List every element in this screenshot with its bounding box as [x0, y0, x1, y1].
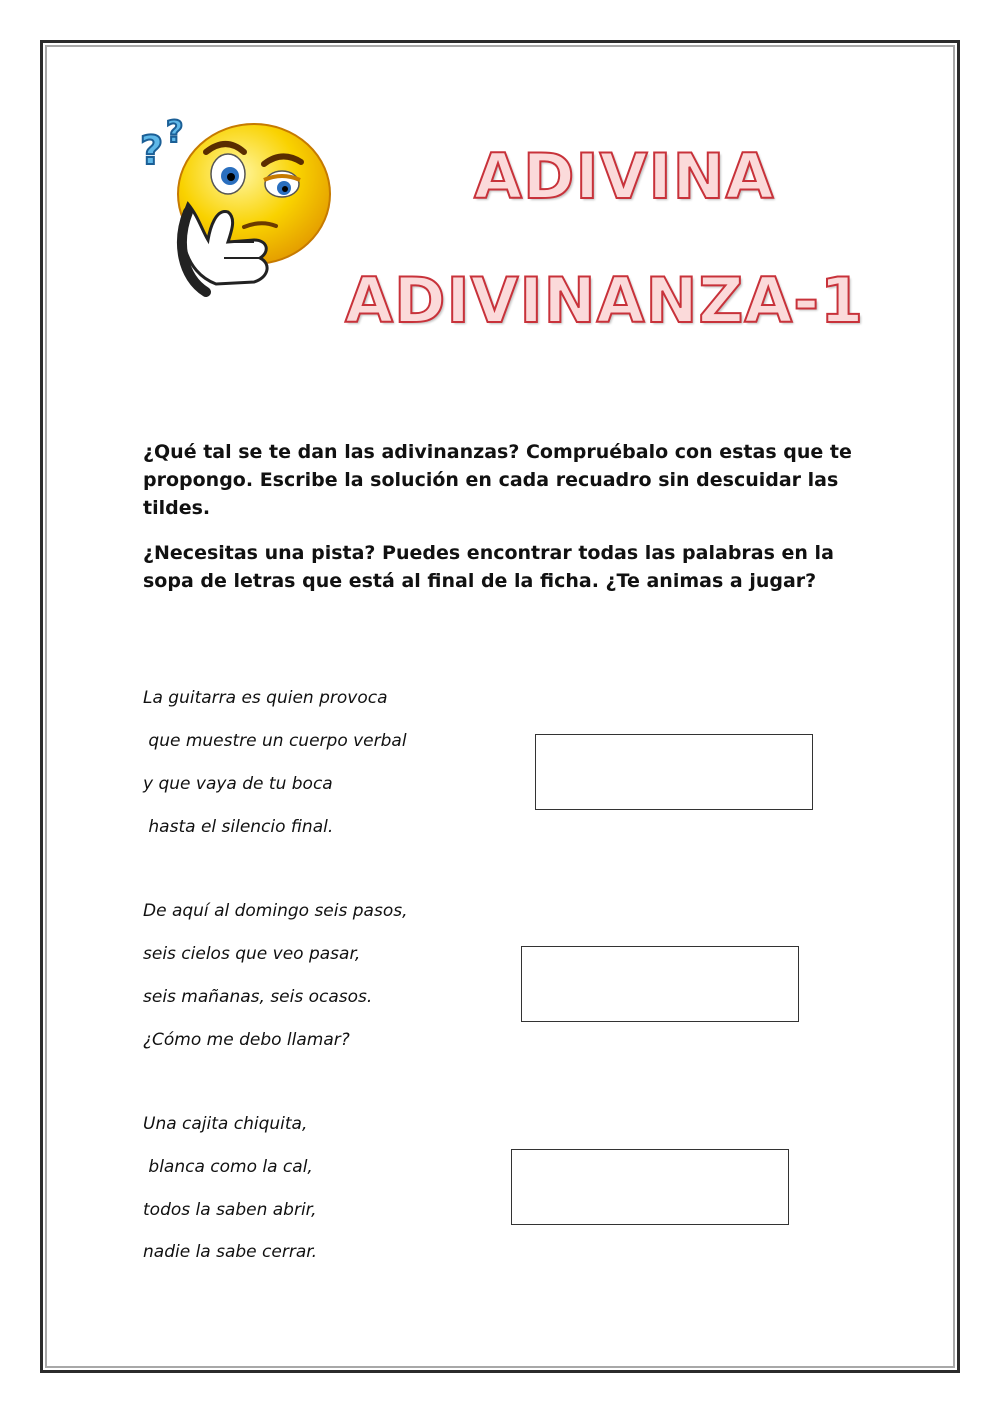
- thinking-face-icon: [136, 112, 336, 302]
- riddle-3-line-1: Una cajita chiquita,: [143, 1114, 308, 1134]
- riddle-1-line-1: La guitarra es quien provoca: [143, 688, 388, 708]
- question-marks-icon: [140, 115, 183, 174]
- riddle-1-line-2: que muestre un cuerpo verbal: [143, 731, 407, 751]
- riddle-1-line-4: hasta el silencio final.: [143, 817, 334, 837]
- riddle-2-line-3: seis mañanas, seis ocasos.: [143, 987, 373, 1007]
- riddle-2-line-2: seis cielos que veo pasar,: [143, 944, 361, 964]
- riddle-3-line-2: blanca como la cal,: [143, 1157, 313, 1177]
- intro-paragraph-2: ¿Necesitas una pista? Puedes encontrar todas las palabras en la sopa de letras que está al final de la ficha. ¿Te animas a jugar?: [143, 542, 834, 592]
- riddle-2-line-4: ¿Cómo me debo llamar?: [143, 1030, 350, 1050]
- riddle-1-line-3: y que vaya de tu boca: [143, 774, 333, 794]
- riddle-3-answer-input[interactable]: [511, 1149, 789, 1225]
- riddle-3-line-3: todos la saben abrir,: [143, 1200, 317, 1220]
- riddle-3-line-4: nadie la sabe cerrar.: [143, 1242, 318, 1262]
- riddle-2-answer-input[interactable]: [521, 946, 799, 1022]
- riddle-1-answer-input[interactable]: [535, 734, 813, 810]
- svg-text:?: ?: [140, 128, 164, 174]
- title-line-2: ADIVINANZA-1: [345, 264, 865, 337]
- intro-paragraph-1: ¿Qué tal se te dan las adivinanzas? Compruébalo con estas que te propongo. Escribe la solución en cada recuadro sin descuidar las tildes.: [143, 441, 852, 519]
- title-line-1: ADIVINA: [474, 140, 775, 213]
- riddle-2-line-1: De aquí al domingo seis pasos,: [143, 901, 408, 921]
- svg-text:?: ?: [166, 115, 184, 150]
